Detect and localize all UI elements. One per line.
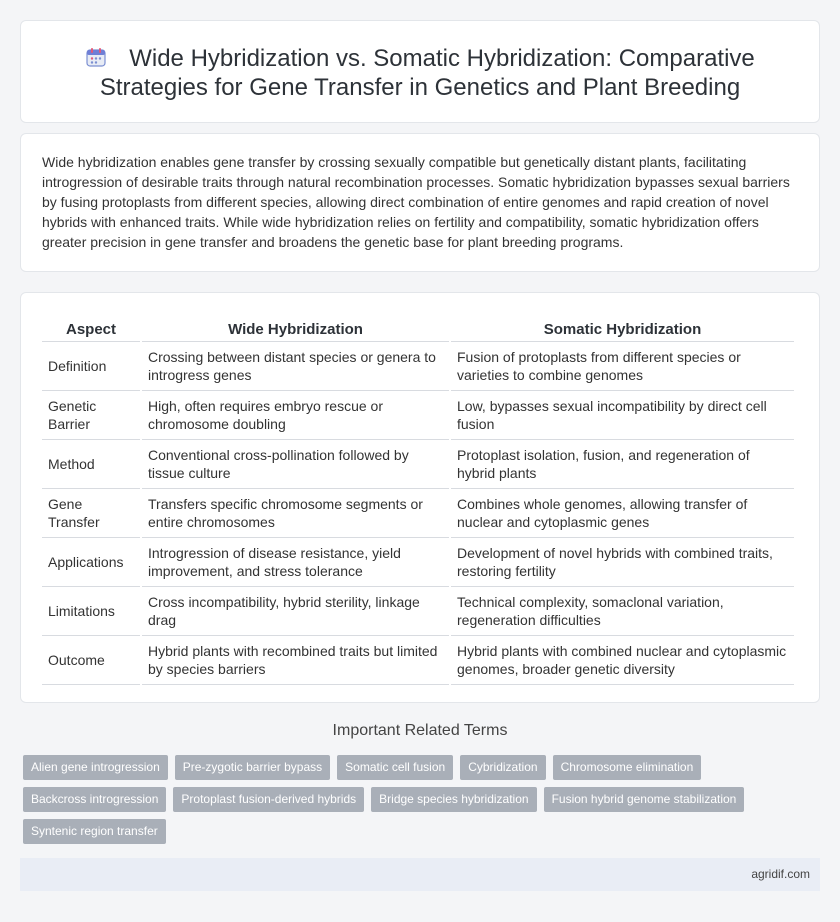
intro-paragraph: Wide hybridization enables gene transfer by crossing sexually compatible but genetically distant plants, facilitating introgression of desirable traits through natural recombination processes. Somatic hybridization bypasses sexual barriers by fusing protoplasts from different species, allowing direct combination of entire genomes and rapid creation of novel hybrids with enhanced traits. While wide hybridization relies on fertility and compatibility, somatic hybridization offers greater precision in gene transfer and broadens the genetic base for plant breeding programs. [42, 154, 790, 250]
term-tag[interactable]: Syntenic region transfer [23, 819, 166, 844]
row-wide: Conventional cross-pollination followed by tissue culture [142, 440, 449, 489]
term-tag[interactable]: Fusion hybrid genome stabilization [544, 787, 745, 812]
table-row [42, 489, 794, 538]
intro-card [20, 133, 820, 272]
footer-site-link[interactable]: agridif.com [751, 867, 810, 881]
related-terms-heading: Important Related Terms [332, 722, 508, 739]
related-terms-list [23, 755, 813, 844]
term-tag[interactable]: Alien gene introgression [23, 755, 168, 780]
row-wide: Transfers specific chromosome segments or entire chromosomes [142, 489, 449, 538]
term-tag[interactable]: Protoplast fusion-derived hybrids [173, 787, 364, 812]
row-somatic: Combines whole genomes, allowing transfer of nuclear and cytoplasmic genes [451, 489, 794, 538]
row-aspect: Definition [42, 342, 140, 391]
row-somatic: Technical complexity, somaclonal variation, regeneration difficulties [451, 587, 794, 636]
footer [20, 858, 820, 891]
comparison-table [40, 313, 796, 685]
row-aspect: Gene Transfer [42, 489, 140, 538]
title-card [20, 20, 820, 123]
header-aspect: Aspect [42, 313, 140, 342]
table-header-row [42, 313, 794, 342]
row-wide: Cross incompatibility, hybrid sterility, linkage drag [142, 587, 449, 636]
table-row [42, 538, 794, 587]
table-row [42, 391, 794, 440]
table-row [42, 342, 794, 391]
row-somatic: Fusion of protoplasts from different species or varieties to combine genomes [451, 342, 794, 391]
row-wide: High, often requires embryo rescue or chromosome doubling [142, 391, 449, 440]
table-row [42, 440, 794, 489]
title-text-1: Wide Hybridization vs. Somatic Hybridization: Comparative [129, 45, 755, 72]
header-wide: Wide Hybridization [142, 313, 449, 342]
calendar-icon [85, 46, 107, 68]
row-wide: Crossing between distant species or genera to introgress genes [142, 342, 449, 391]
comparison-table-card [20, 292, 820, 703]
row-aspect: Outcome [42, 636, 140, 685]
term-tag[interactable]: Pre-zygotic barrier bypass [175, 755, 330, 780]
row-aspect: Limitations [42, 587, 140, 636]
term-tag[interactable]: Backcross introgression [23, 787, 166, 812]
page-title-line-2: Strategies for Gene Transfer in Genetics and Plant Breeding [99, 74, 741, 101]
row-somatic: Low, bypasses sexual incompatibility by direct cell fusion [451, 391, 794, 440]
row-aspect: Applications [42, 538, 140, 587]
table-row [42, 587, 794, 636]
row-somatic: Development of novel hybrids with combined traits, restoring fertility [451, 538, 794, 587]
row-somatic: Protoplast isolation, fusion, and regeneration of hybrid plants [451, 440, 794, 489]
term-tag[interactable]: Somatic cell fusion [337, 755, 453, 780]
header-somatic: Somatic Hybridization [451, 313, 794, 342]
row-aspect: Genetic Barrier [42, 391, 140, 440]
term-tag[interactable]: Cybridization [460, 755, 545, 780]
row-wide: Introgression of disease resistance, yield improvement, and stress tolerance [142, 538, 449, 587]
table-row [42, 636, 794, 685]
term-tag[interactable]: Chromosome elimination [553, 755, 702, 780]
row-aspect: Method [42, 440, 140, 489]
page-title-line-1 [21, 44, 819, 73]
row-somatic: Hybrid plants with combined nuclear and cytoplasmic genomes, broader genetic diversity [451, 636, 794, 685]
term-tag[interactable]: Bridge species hybridization [371, 787, 536, 812]
row-wide: Hybrid plants with recombined traits but limited by species barriers [142, 636, 449, 685]
